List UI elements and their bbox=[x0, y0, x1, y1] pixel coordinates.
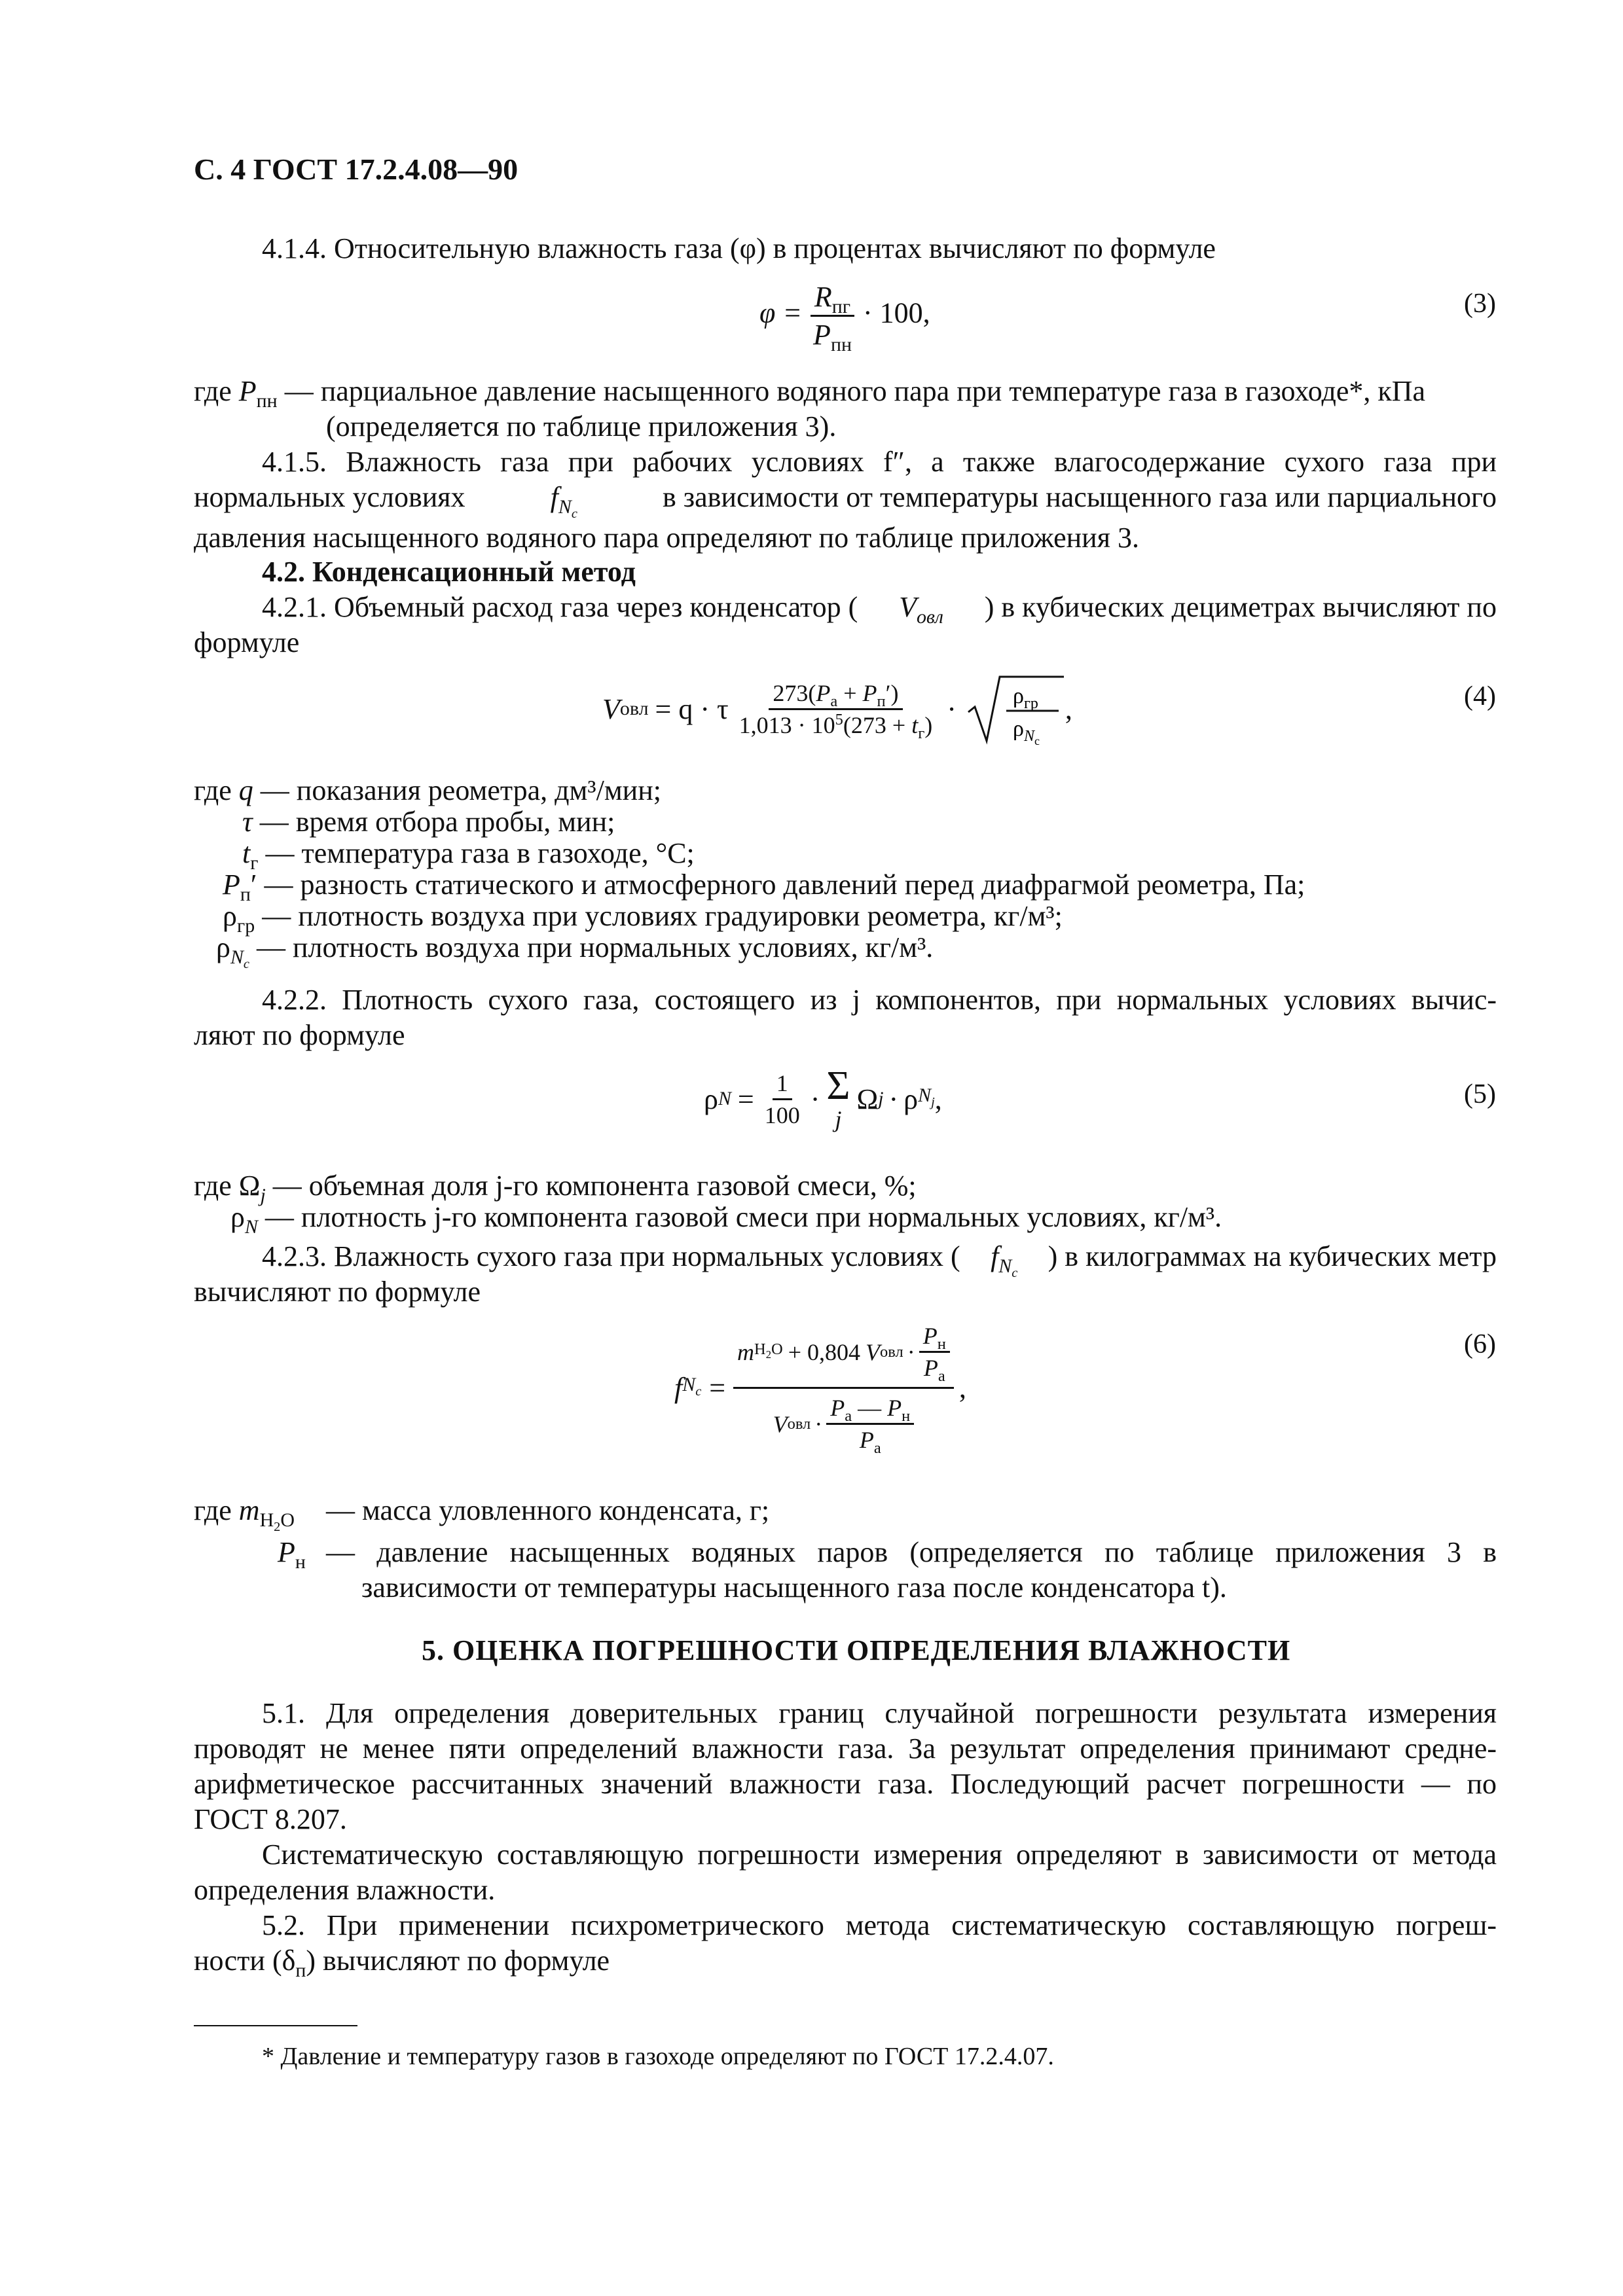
paragraph-5-1-line3: арифметическое рассчитанных значений влажности газа. Последующий расчет погрешности — по bbox=[194, 1768, 1497, 1800]
equation-number-5: (5) bbox=[1464, 1079, 1496, 1109]
equation-3: φ = $\frac{R_{пг}}{P_{пн}}$ · 100, bbox=[759, 281, 930, 355]
eq3-tail: · 100, bbox=[862, 296, 930, 329]
footnote: * Давление и температуру газов в газоходе определяют по ГОСТ 17.2.4.07. bbox=[262, 2043, 1054, 2070]
where-5-rho: $\rho_N$ — плотность j-го компонента газовой смеси при нормальных условиях, кг/м³. bbox=[230, 1201, 1222, 1238]
paragraph-4-2-3-line2: вычисляют по формуле bbox=[194, 1276, 481, 1308]
where-3-line1: где $P_{пн}$ — парциальное давление насыщенного водяного пара при температуре газа в газоходе*, кПа bbox=[194, 375, 1426, 412]
paragraph-4-2-2-line1: 4.2.2. Плотность сухого газа, состоящего из j компонентов, при нормальных условиях вычис- bbox=[262, 984, 1497, 1016]
where-3-line2: (определяется по таблице приложения 3). bbox=[326, 410, 837, 442]
equation-5: ρ N = $\frac{1}{100}$ · Σ j Ω j · ρ $N_j$ , bbox=[704, 1064, 942, 1132]
where-4-p: $P_п'$ — разность статического и атмосферного давлений перед диафрагмой реометра, Па; bbox=[223, 869, 1305, 905]
eq3-den: P bbox=[813, 319, 831, 351]
svg-text:ρNc: $\rho_Nc$ bbox=[1012, 717, 1040, 745]
equation-number-3: (3) bbox=[1464, 289, 1496, 319]
where-6-m-text: — масса уловленного конденсата, г; bbox=[326, 1494, 770, 1526]
paragraph-systematic-line1: Систематическую составляющую погрешности измерения определяют в зависимости от метода bbox=[262, 1839, 1497, 1871]
where-4-tau: τ — время отбора пробы, мин; bbox=[242, 806, 615, 838]
where-6-p-sym: $P_н$ bbox=[278, 1536, 306, 1573]
paragraph-4-1-5-line3: давления насыщенного водяного пара определяют по таблице приложения 3. bbox=[194, 522, 1139, 554]
where-5-omega: где $\Omega_j$ — объемная доля j-го компонента газовой смеси, %; bbox=[194, 1170, 917, 1206]
paragraph-5-2-line1: 5.2. При применении психрометрического метода систематическую составляющую погреш- bbox=[262, 1909, 1497, 1941]
equation-number-4: (4) bbox=[1464, 681, 1496, 711]
where-4-rho-gr: $\rho_{гр}$ — плотность воздуха при условиях градуировки реометра, кг/м³; bbox=[223, 900, 1063, 937]
eq3-num: R bbox=[814, 281, 832, 313]
where-4-q: где q — показания реометра, дм³/мин; bbox=[194, 774, 661, 806]
section-5-heading: 5. ОЦЕНКА ПОГРЕШНОСТИ ОПРЕДЕЛЕНИЯ ВЛАЖНОСТИ bbox=[422, 1634, 1291, 1666]
paragraph-systematic-line2: определения влажности. bbox=[194, 1874, 496, 1906]
where-4-t: $t_г$ — температура газа в газоходе, °С; bbox=[242, 837, 695, 874]
heading-4-2: 4.2. Конденсационный метод bbox=[262, 556, 636, 588]
paragraph-4-2-1-line1: 4.2.1. Объемный расход газа через конденсатор ( $V_{овл}$ ) в кубических дециметрах вычисляют по bbox=[262, 591, 1497, 628]
equation-6: f $N_c$ = m $H_2O$ + 0,804 V овл · $\frac{P_н}{P_а}$ V овл · $\frac{P_а — P_н}{P_а}$ , bbox=[674, 1323, 966, 1458]
paragraph-4-1-4: 4.1.4. Относительную влажность газа (φ) в процентах вычисляют по формуле bbox=[262, 232, 1216, 264]
paragraph-5-2-line2: ности $(\delta_п)$ вычисляют по формуле bbox=[194, 1945, 610, 1981]
paragraph-4-2-2-line2: ляют по формуле bbox=[194, 1019, 405, 1051]
paragraph-5-1-line1: 5.1. Для определения доверительных границ случайной погрешности результата измерения bbox=[262, 1697, 1497, 1729]
paragraph-4-1-5-line2: нормальных условиях $f_{N_c}$ в зависимости от температуры насыщенного газа или парциального bbox=[194, 481, 1497, 521]
where-6-p-text2: зависимости от температуры насыщенного газа после конденсатора t). bbox=[361, 1571, 1227, 1604]
paragraph-4-1-5-line1: 4.1.5. Влажность газа при рабочих условиях f″, а также влагосодержание сухого газа при bbox=[262, 446, 1497, 478]
page-header: С. 4 ГОСТ 17.2.4.08—90 bbox=[194, 152, 519, 186]
svg-text:ρгр: $\rho_{гр}$ bbox=[1012, 684, 1038, 712]
equation-number-6: (6) bbox=[1464, 1329, 1496, 1359]
footnote-rule bbox=[194, 2025, 357, 2026]
paragraph-5-1-line4: ГОСТ 8.207. bbox=[194, 1803, 347, 1835]
where-4-rho-n: $\rho_{N_c}$ — плотность воздуха при нормальных условиях, кг/м³. bbox=[216, 931, 934, 971]
paragraph-4-2-1-line2: формуле bbox=[194, 626, 300, 658]
eq3-lhs: φ = bbox=[759, 296, 803, 329]
paragraph-5-1-line2: проводят не менее пяти определений влажности газа. За результат определения принимают средне- bbox=[194, 1732, 1497, 1765]
where-6-m-lead: где $m_{H_2O}$ bbox=[194, 1494, 295, 1534]
where-6-p-text: — давление насыщенных водяных паров (определяется по таблице приложения 3 в bbox=[326, 1536, 1497, 1568]
paragraph-4-2-3-line1: 4.2.3. Влажность сухого газа при нормальных условиях ( $f_{N_c}$ ) в килограммах на кубических метр bbox=[262, 1240, 1497, 1280]
sqrt-symbol bbox=[967, 673, 1065, 745]
equation-4: V овл = q · τ $\frac{273(P_а + P_п')}{1,013 \cdot 10^5(273 + t_г)}$ · $\rho_{гр}$ $\rho_Nc$ , bbox=[602, 673, 1072, 745]
